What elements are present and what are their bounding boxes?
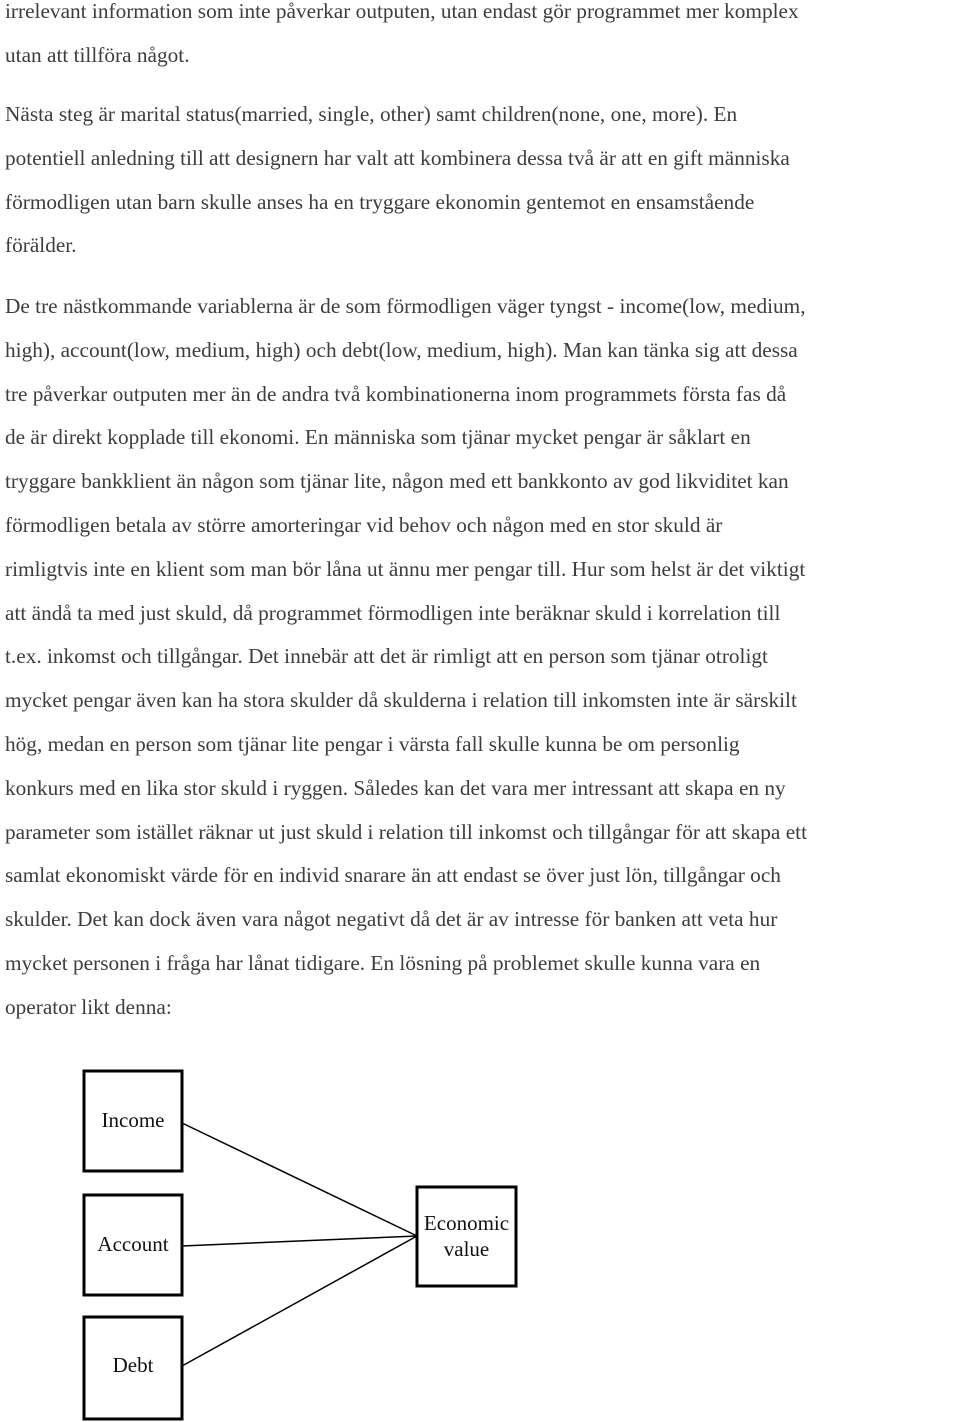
text-line: Nästa steg är marital status(married, single, other) samt children(none, one, more). En xyxy=(5,102,738,126)
paragraph-marital-status xyxy=(5,93,960,268)
text-line: operator likt denna: xyxy=(5,994,172,1019)
text-line: samlat ekonomiskt värde för en individ snarare än att endast se över just lön, tillgångar och xyxy=(5,863,781,888)
account-connector xyxy=(182,1236,417,1246)
text-line: mycket pengar även kan ha stora skulder då skulderna i relation till inkomsten inte är särskilt xyxy=(5,688,797,713)
text-line: high), account(low, medium, high) och debt(low, medium, high). Man kan tänka sig att dessa xyxy=(5,337,798,362)
paragraph-intro xyxy=(5,0,960,78)
income-connector xyxy=(182,1123,417,1236)
income-label: Income xyxy=(101,1108,165,1132)
text-line: mycket personen i fråga har lånat tidigare. En lösning på problemet skulle kunna vara en xyxy=(5,950,761,975)
text-line: irrelevant information som inte påverkar outputen, utan endast gör programmet mer komplex xyxy=(5,0,799,23)
text-line: rimligtvis inte en klient som man bör låna ut ännu mer pengar till. Hur som helst är det viktigt xyxy=(5,556,806,581)
text-line: hög, medan en person som tjänar lite pengar i värsta fall skulle kunna be om personlig xyxy=(5,731,740,756)
debt-connector xyxy=(182,1236,417,1366)
economic-value-label-line2: value xyxy=(443,1237,490,1261)
text-line: tryggare bankklient än någon som tjänar lite, någon med ett bankkonto av god likviditet kan xyxy=(5,469,789,494)
text-line: potentiell anledning till att designern har valt att kombinera dessa två är att en gift människa xyxy=(5,145,790,170)
text-line: skulder. Det kan dock även vara något negativt då det är av intresse för banken att veta hur xyxy=(5,907,778,932)
text-line: förmodligen betala av större amorteringar vid behov och någon med en stor skuld är xyxy=(5,512,723,537)
economic-value-label-line1: Economic xyxy=(423,1211,510,1235)
text-line: förmodligen utan barn skulle anses ha en tryggare ekonomin gentemot en ensamstående xyxy=(5,189,755,214)
text-line: förälder. xyxy=(5,233,77,258)
text-line: parameter som istället räknar ut just skuld i relation till inkomst och tillgångar för att skapa ett xyxy=(5,819,807,844)
text-line: De tre nästkommande variablerna är de som förmodligen väger tyngst - income(low, medium, xyxy=(5,294,806,318)
paragraph-economic-variables xyxy=(5,285,960,1030)
text-line: att ändå ta med just skuld, då programmet förmodligen inte beräknar skuld i korrelation till xyxy=(5,600,781,625)
text-line: tre påverkar outputen mer än de andra två kombinationerna inom programmets första fas då xyxy=(5,381,787,406)
text-line: de är direkt kopplade till ekonomi. En människa som tjänar mycket pengar är såklart en xyxy=(5,425,751,450)
text-line: utan att tillföra något. xyxy=(5,42,190,67)
operator-diagram xyxy=(0,1060,960,1422)
text-line: t.ex. inkomst och tillgångar. Det innebär att det är rimligt att en person som tjänar otroligt xyxy=(5,644,768,669)
debt-label: Debt xyxy=(112,1353,154,1377)
account-label: Account xyxy=(97,1232,169,1256)
text-line: konkurs med en lika stor skuld i ryggen. Således kan det vara mer intressant att skapa en ny xyxy=(5,775,786,800)
